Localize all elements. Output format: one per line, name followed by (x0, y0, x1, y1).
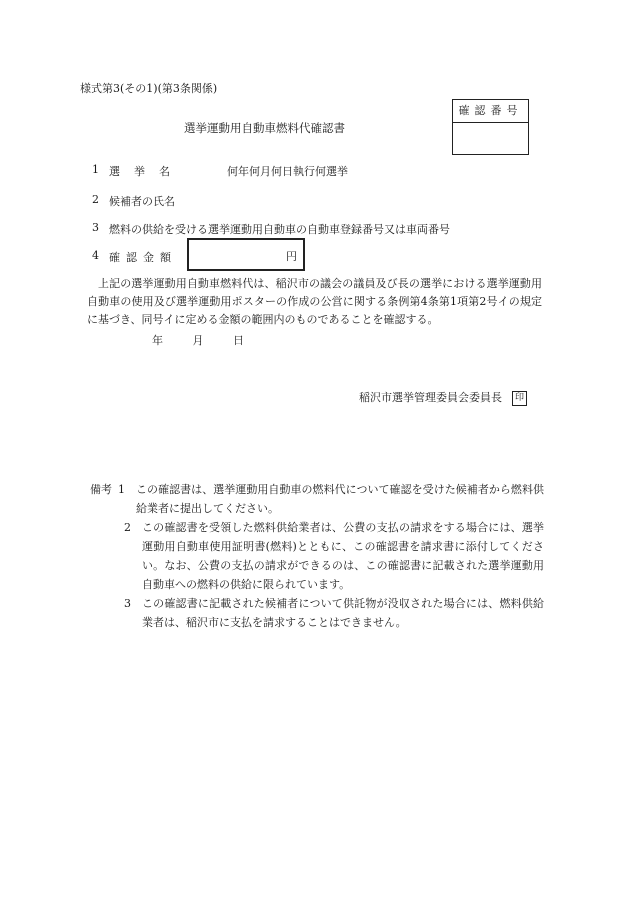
form-reference: 様式第3(その1)(第3条関係) (80, 82, 218, 95)
amount-unit: 円 (286, 250, 297, 263)
confirmation-number-label: 確認番号 (453, 100, 528, 123)
paragraph-text: 上記の選挙運動用自動車燃料代は、稲沢市の議会の議員及び長の選挙における選挙運動用自動車の使用及び選挙運動用ポスターの作成の公営に関する条例第4条第1項第2号イの規定に基づき、同号イに定める金額の範囲内のものであることを確認する。 (87, 277, 542, 326)
confirmation-paragraph (87, 275, 542, 329)
item-number: 3 (92, 221, 99, 234)
date-year: 年 (152, 334, 164, 347)
signer-title: 稲沢市選挙管理委員会委員長 (359, 391, 502, 404)
document-title: 選挙運動用自動車燃料代確認書 (184, 121, 345, 135)
confirmation-number-value[interactable] (453, 123, 528, 154)
item-label: 確認金額 (109, 251, 177, 264)
note-number: 2 (124, 521, 131, 534)
date-day: 日 (233, 334, 245, 347)
note-text: この確認書を受領した燃料供給業者は、公費の支払の請求をする場合には、選挙運動用自動車使用証明書(燃料)とともに、この確認書を請求書に添付してください。なお、公費の支払の請求ができるのは、この確認書に記載された選挙運動用自動車への燃料の供給に限られています。 (142, 521, 544, 591)
item-label: 燃料の供給を受ける選挙運動用自動車の自動車登録番号又は車両番号 (109, 223, 450, 236)
signature-line (359, 389, 527, 406)
note-item (118, 480, 544, 518)
note-item (124, 518, 544, 594)
item-number: 1 (92, 163, 99, 176)
date-month: 月 (192, 334, 205, 347)
item-label: 候補者の氏名 (109, 195, 175, 208)
note-text: この確認書は、選挙運動用自動車の燃料代について確認を受けた候補者から燃料供給業者に提出してください。 (136, 483, 544, 515)
note-text: この確認書に記載された候補者について供託物が没収された場合には、燃料供給業者は、稲沢市に支払を請求することはできません。 (142, 597, 544, 629)
item-label: 選挙名 (109, 165, 184, 178)
amount-field[interactable] (187, 238, 305, 271)
confirmation-number-box (452, 99, 529, 155)
election-name-value: 何年何月何日執行何選挙 (227, 165, 348, 178)
note-number: 3 (124, 597, 131, 610)
date-line (152, 332, 245, 348)
item-number: 4 (92, 249, 99, 262)
note-number: 1 (118, 483, 125, 496)
seal-mark: 印 (512, 391, 527, 406)
item-number: 2 (92, 193, 99, 206)
notes-heading: 備考 (90, 483, 112, 496)
note-item (124, 594, 544, 632)
